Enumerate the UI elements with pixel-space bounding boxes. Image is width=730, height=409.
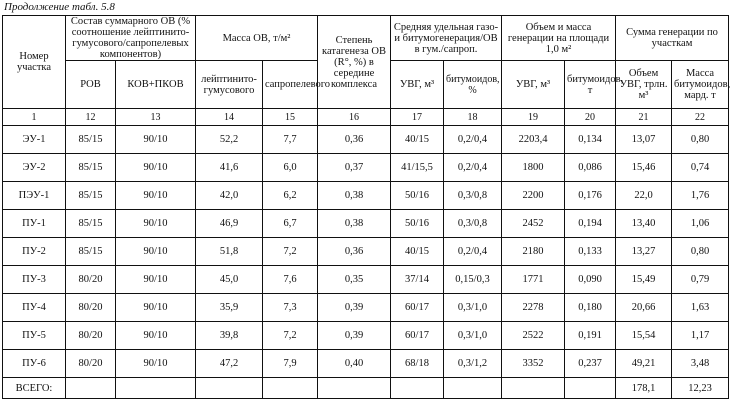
table-cell: 0,090 (565, 266, 616, 294)
table-row (3, 266, 729, 294)
table-row (3, 154, 729, 182)
header-uvg-m3: УВГ, м³ (391, 61, 444, 109)
table-cell: 40/15 (391, 238, 444, 266)
row-label: ПУ-1 (3, 210, 66, 238)
table-cell: 80/20 (66, 266, 116, 294)
table-cell: 0,180 (565, 294, 616, 322)
table-cell: 40/15 (391, 126, 444, 154)
table-cell: 13,07 (616, 126, 672, 154)
table-cell: 0,36 (318, 238, 391, 266)
table-cell: 7,6 (263, 266, 318, 294)
table-cell: 0,15/0,3 (444, 266, 502, 294)
table-cell: 2278 (502, 294, 565, 322)
table-cell: 6,7 (263, 210, 318, 238)
table-cell: 13,40 (616, 210, 672, 238)
header-bitum-pct: битумоидов, % (444, 61, 502, 109)
col-number: 14 (196, 109, 263, 126)
table-cell: 0,40 (318, 350, 391, 378)
table-cell: 0,80 (672, 238, 729, 266)
header-bitum-t: битумоидов, т (565, 61, 616, 109)
total-sum-bitum: 12,23 (672, 378, 729, 399)
table-cell: 1,06 (672, 210, 729, 238)
table-cell: 90/10 (116, 154, 196, 182)
table-cell: 2180 (502, 238, 565, 266)
header-uvg-m3-2: УВГ, м³ (502, 61, 565, 109)
table-cell: 85/15 (66, 238, 116, 266)
table-cell: 3,48 (672, 350, 729, 378)
table-cell: 80/20 (66, 294, 116, 322)
table-cell: 0,36 (318, 126, 391, 154)
table-row (3, 210, 729, 238)
table-cell: 7,3 (263, 294, 318, 322)
total-empty (391, 378, 444, 399)
table-cell: 0,3/1,0 (444, 294, 502, 322)
total-empty (116, 378, 196, 399)
table-cell: 0,80 (672, 126, 729, 154)
header-composition: Состав суммарного ОВ (% соотношение лейптинито-гумусового/сапропелевых компонентов) (66, 16, 196, 61)
table-cell: 90/10 (116, 182, 196, 210)
table-cell: 60/17 (391, 294, 444, 322)
col-number: 22 (672, 109, 729, 126)
header-sum-bitum: Масса битумоидов, мард. т (672, 61, 729, 109)
row-label: ПУ-2 (3, 238, 66, 266)
table-cell: 0,237 (565, 350, 616, 378)
table-cell: 52,2 (196, 126, 263, 154)
table-cell: 0,2/0,4 (444, 238, 502, 266)
table-cell: 85/15 (66, 126, 116, 154)
table-cell: 0,35 (318, 266, 391, 294)
table-cell: 0,3/0,8 (444, 210, 502, 238)
table-cell: 60/17 (391, 322, 444, 350)
table-cell: 2452 (502, 210, 565, 238)
table-cell: 49,21 (616, 350, 672, 378)
total-empty (196, 378, 263, 399)
table-cell: 6,2 (263, 182, 318, 210)
col-number: 19 (502, 109, 565, 126)
data-table (2, 15, 729, 399)
table-cell: 2200 (502, 182, 565, 210)
table-cell: 0,3/1,0 (444, 322, 502, 350)
table-cell: 0,79 (672, 266, 729, 294)
table-cell: 85/15 (66, 182, 116, 210)
table-row (3, 294, 729, 322)
table-row (3, 126, 729, 154)
table-cell: 0,194 (565, 210, 616, 238)
total-empty (565, 378, 616, 399)
table-cell: 46,9 (196, 210, 263, 238)
table-cell: 50/16 (391, 182, 444, 210)
table-cell: 47,2 (196, 350, 263, 378)
table-cell: 39,8 (196, 322, 263, 350)
table-cell: 90/10 (116, 210, 196, 238)
table-cell: 0,39 (318, 294, 391, 322)
table-cell: 0,38 (318, 210, 391, 238)
table-cell: 0,176 (565, 182, 616, 210)
table-cell: 85/15 (66, 154, 116, 182)
table-caption: Продолжение табл. 5.8 (4, 1, 115, 13)
table-cell: 2203,4 (502, 126, 565, 154)
table-cell: 22,0 (616, 182, 672, 210)
row-label: ПУ-3 (3, 266, 66, 294)
header-sum-generation: Сумма генерации по участкам (616, 16, 729, 61)
table-row (3, 350, 729, 378)
col-number: 18 (444, 109, 502, 126)
table-cell: 90/10 (116, 266, 196, 294)
table-cell: 15,54 (616, 322, 672, 350)
total-empty (502, 378, 565, 399)
header-rov: РОВ (66, 61, 116, 109)
table-cell: 0,134 (565, 126, 616, 154)
row-label: ПУ-5 (3, 322, 66, 350)
table-cell: 3352 (502, 350, 565, 378)
table-cell: 7,2 (263, 238, 318, 266)
col-number: 16 (318, 109, 391, 126)
table-cell: 0,38 (318, 182, 391, 210)
header-katagenez: Степень катагенеза ОВ (R°, %) в середине комплекса (318, 16, 391, 109)
total-empty (263, 378, 318, 399)
col-number: 15 (263, 109, 318, 126)
table-cell: 7,2 (263, 322, 318, 350)
table-cell: 90/10 (116, 322, 196, 350)
header-mass-leip: лейптинито-гумусового (196, 61, 263, 109)
table-cell: 6,0 (263, 154, 318, 182)
col-number: 20 (565, 109, 616, 126)
table-cell: 85/15 (66, 210, 116, 238)
table-cell: 41/15,5 (391, 154, 444, 182)
table-cell: 90/10 (116, 126, 196, 154)
table-row (3, 322, 729, 350)
table-cell: 1,76 (672, 182, 729, 210)
row-label: ПУ-6 (3, 350, 66, 378)
table-cell: 1800 (502, 154, 565, 182)
table-cell: 50/16 (391, 210, 444, 238)
table-row (3, 238, 729, 266)
table-cell: 20,66 (616, 294, 672, 322)
table-cell: 80/20 (66, 350, 116, 378)
total-empty (444, 378, 502, 399)
total-label: ВСЕГО: (3, 378, 66, 399)
table-row (3, 182, 729, 210)
table-cell: 0,2/0,4 (444, 126, 502, 154)
table-cell: 15,46 (616, 154, 672, 182)
row-label: ПЭУ-1 (3, 182, 66, 210)
table-cell: 80/20 (66, 322, 116, 350)
table-cell: 68/18 (391, 350, 444, 378)
total-sum-uvg: 178,1 (616, 378, 672, 399)
table-cell: 0,133 (565, 238, 616, 266)
table-cell: 7,7 (263, 126, 318, 154)
col-number: 13 (116, 109, 196, 126)
table-cell: 13,27 (616, 238, 672, 266)
col-number: 12 (66, 109, 116, 126)
table-cell: 2522 (502, 322, 565, 350)
header-mass: Масса ОВ, т/м² (196, 16, 318, 61)
total-empty (66, 378, 116, 399)
table-cell: 0,37 (318, 154, 391, 182)
table-cell: 0,191 (565, 322, 616, 350)
table-cell: 0,086 (565, 154, 616, 182)
total-empty (318, 378, 391, 399)
col-number: 17 (391, 109, 444, 126)
total-row (3, 378, 729, 399)
header-kov: КОВ+ПКОВ (116, 61, 196, 109)
col-number: 1 (3, 109, 66, 126)
column-numbers-row (3, 109, 729, 126)
table-cell: 15,49 (616, 266, 672, 294)
header-specific-generation: Средняя удельная газо- и битумогенерация/ОВ в гум./сапроп. (391, 16, 502, 61)
table-cell: 51,8 (196, 238, 263, 266)
table-cell: 35,9 (196, 294, 263, 322)
row-label: ЭУ-2 (3, 154, 66, 182)
table-cell: 7,9 (263, 350, 318, 378)
table-cell: 41,6 (196, 154, 263, 182)
header-sum-uvg: Объем УВГ, трлн. м³ (616, 61, 672, 109)
table-cell: 0,3/1,2 (444, 350, 502, 378)
table-cell: 90/10 (116, 238, 196, 266)
table-cell: 1,63 (672, 294, 729, 322)
table-cell: 1771 (502, 266, 565, 294)
table-cell: 1,17 (672, 322, 729, 350)
header-volume-mass: Объем и масса генерации на площади 1,0 м² (502, 16, 616, 61)
row-label: ЭУ-1 (3, 126, 66, 154)
header-mass-sapr: сапропелевого (263, 61, 318, 109)
table-cell: 90/10 (116, 294, 196, 322)
table-cell: 37/14 (391, 266, 444, 294)
table-cell: 0,3/0,8 (444, 182, 502, 210)
table-cell: 45,0 (196, 266, 263, 294)
data-rows (3, 126, 729, 378)
table-cell: 0,2/0,4 (444, 154, 502, 182)
table-cell: 0,74 (672, 154, 729, 182)
table-cell: 90/10 (116, 350, 196, 378)
table-cell: 42,0 (196, 182, 263, 210)
col-number: 21 (616, 109, 672, 126)
header-num: Номер участка (3, 16, 66, 109)
row-label: ПУ-4 (3, 294, 66, 322)
table-cell: 0,39 (318, 322, 391, 350)
